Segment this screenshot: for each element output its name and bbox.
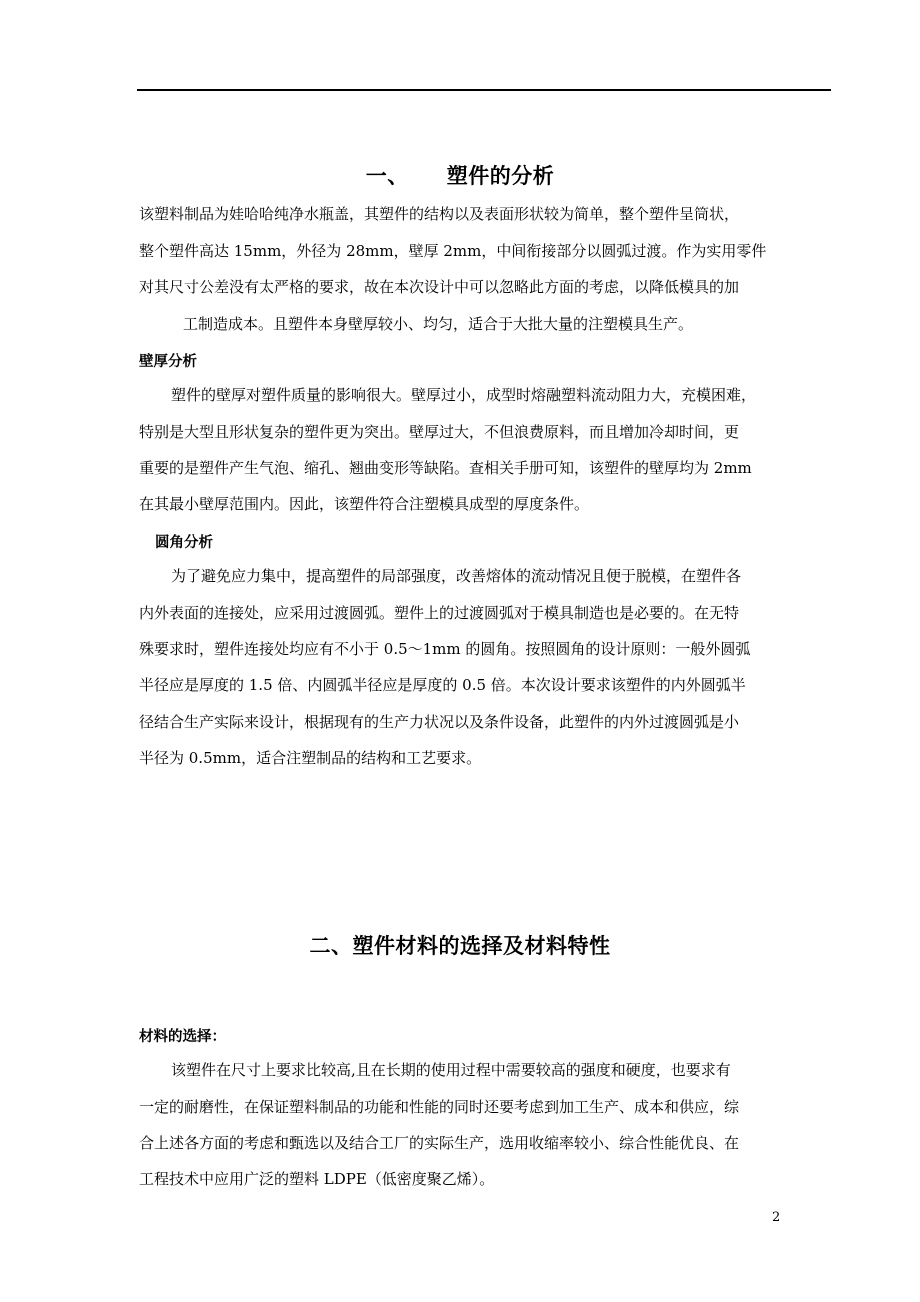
material-line-3: 合上述各方面的考虑和甄选以及结合工厂的实际生产，选用收缩率较小、综合性能优良、在 bbox=[139, 1134, 740, 1152]
fillet-line-2: 内外表面的连接处，应采用过渡圆弧。塑件上的过渡圆弧对于模具制造也是必要的。在无特 bbox=[139, 604, 740, 622]
intro-line-3: 对其尺寸公差没有太严格的要求，故在本次设计中可以忽略此方面的考虑，以降低模具的加 bbox=[139, 278, 740, 296]
wall-line-1: 塑件的壁厚对塑件质量的影响很大。壁厚过小，成型时熔融塑料流动阻力大，充模困难， bbox=[171, 386, 757, 404]
intro-line-2: 整个塑件高达 15mm，外径为 28mm，壁厚 2mm，中间衔接部分以圆弧过渡。作为实用零件 bbox=[139, 242, 767, 260]
section1-number: 一、 bbox=[365, 164, 409, 188]
page-number: 2 bbox=[772, 1210, 781, 1225]
fillet-line-3: 殊要求时，塑件连接处均应有不小于 0.5～1mm 的圆角。按照圆角的设计原则：一般外圆弧 bbox=[139, 640, 751, 658]
header-rule bbox=[137, 89, 831, 91]
fillet-line-5: 径结合生产实际来设计，根据现有的生产力状况以及条件设备，此塑件的内外过渡圆弧是小 bbox=[139, 713, 740, 731]
section2-heading: 二、塑件材料的选择及材料特性 bbox=[309, 934, 611, 958]
intro-line-1: 该塑料制品为娃哈哈纯净水瓶盖，其塑件的结构以及表面形状较为简单，整个塑件呈筒状， bbox=[139, 205, 740, 223]
wall-line-2: 特别是大型且形状复杂的塑件更为突出。壁厚过大，不但浪费原料，而且增加冷却时间，更 bbox=[139, 423, 740, 441]
fillet-heading: 圆角分析 bbox=[155, 535, 213, 551]
fillet-line-4: 半径应是厚度的 1.5 倍、内圆弧半径应是厚度的 0.5 倍。本次设计要求该塑件的内外圆弧半 bbox=[139, 676, 746, 694]
fillet-line-6: 半径为 0.5mm，适合注塑制品的结构和工艺要求。 bbox=[139, 749, 482, 767]
material-line-4: 工程技术中应用广泛的塑料 LDPE（低密度聚乙烯）。 bbox=[139, 1170, 495, 1188]
section1-title: 塑件的分析 bbox=[446, 164, 555, 188]
wall-thickness-heading: 壁厚分析 bbox=[139, 354, 197, 370]
material-heading: 材料的选择： bbox=[139, 1029, 226, 1045]
section1-heading bbox=[0, 160, 920, 190]
fillet-line-1: 为了避免应力集中，提高塑件的局部强度，改善熔体的流动情况且便于脱模，在塑件各 bbox=[171, 567, 742, 585]
wall-line-4: 在其最小壁厚范围内。因此，该塑件符合注塑模具成型的厚度条件。 bbox=[139, 495, 590, 513]
material-line-2: 一定的耐磨性，在保证塑料制品的功能和性能的同时还要考虑到加工生产、成本和供应，综 bbox=[139, 1098, 740, 1116]
wall-line-3: 重要的是塑件产生气泡、缩孔、翘曲变形等缺陷。查相关手册可知，该塑件的壁厚均为 2mm bbox=[139, 459, 752, 477]
intro-line-4: 工制造成本。且塑件本身壁厚较小、均匀，适合于大批大量的注塑模具生产。 bbox=[183, 315, 694, 333]
material-line-1: 该塑件在尺寸上要求比较高,且在长期的使用过程中需要较高的强度和硬度，也要求有 bbox=[171, 1061, 731, 1079]
